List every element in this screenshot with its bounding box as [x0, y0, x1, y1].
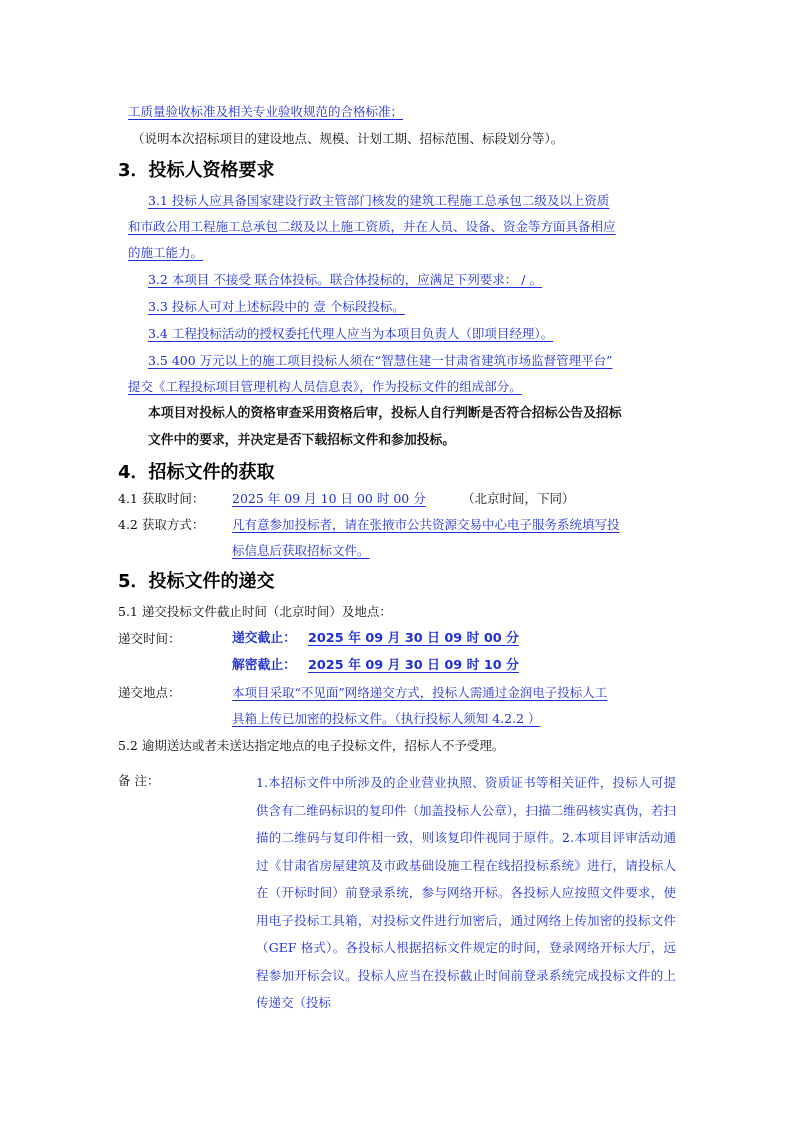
- item-3-1-line-1: 3.1 投标人应具备国家建设行政主管部门核发的建筑工程施工总承包二级及以上资质: [148, 193, 610, 208]
- submission-time-label: 递交时间：: [118, 631, 181, 646]
- submission-place-line-2: 具箱上传已加密的投标文件。（执行投标人须知 4.2.2 ）: [232, 711, 541, 726]
- deadline-label: 递交截止：: [232, 631, 296, 646]
- item-4-1-label: 4.1 获取时间：: [118, 491, 205, 506]
- section-5-heading: 5．投标文件的递交: [118, 571, 275, 592]
- intro-line-2: （说明本次招标项目的建设地点、规模、计划工期、招标范围、标段划分等）。: [132, 131, 564, 146]
- item-3-5-line-1: 3.5 400 万元以上的施工项目投标人须在“智慧住建一甘肃省建筑市场监督管理平台”: [148, 353, 613, 368]
- decrypt-value: 2025 年 09 月 30 日 09 时 10 分: [308, 658, 519, 673]
- item-3-1-line-3: 的施工能力。: [128, 245, 204, 260]
- section-4-heading: 4．招标文件的获取: [118, 462, 275, 483]
- item-4-1-value: 2025 年 09 月 10 日 00 时 00 分: [232, 491, 426, 506]
- item-4-2-line-1: 凡有意参加投标者，请在张掖市公共资源交易中心电子服务系统填写投: [232, 517, 620, 532]
- item-4-1-suffix: （北京时间，下同）: [462, 491, 575, 506]
- intro-line-1: 工质量验收标准及相关专业验收规范的合格标准；: [128, 104, 404, 119]
- item-5-2: 5.2 逾期送达或者未送达指定地点的电子投标文件，招标人不予受理。: [118, 738, 505, 753]
- submission-place-label: 递交地点：: [118, 685, 181, 700]
- remarks-label: 备 注：: [118, 773, 160, 788]
- item-3-5-line-2: 提交《工程投标项目管理机构人员信息表》，作为投标文件的组成部分。: [128, 379, 522, 394]
- qualification-note-line-1: 本项目对投标人的资格审查采用资格后审，投标人自行判断是否符合招标公告及招标: [148, 406, 622, 421]
- item-5-1: 5.1 递交投标文件截止时间（北京时间）及地点：: [118, 604, 392, 619]
- deadline-value: 2025 年 09 月 30 日 09 时 00 分: [308, 631, 519, 646]
- item-3-3: 3.3 投标人可对上述标段中的 壹 个标段投标。: [148, 299, 405, 314]
- remarks-text: 1.本招标文件中所涉及的企业营业执照、资质证书等相关证件，投标人可提供含有二维码标识的复印件（加盖投标人公章），扫描二维码核实真伪，若扫描的二维码与复印件相一致，则该复印件视同于原件。2.本项目评审活动通过《甘肃省房屋建筑及市政基础设施工程在线招投标系统》进行，请投标人在（开标时间）前登录系统，参与网络开标。各投标人应按照文件要求，使用电子投标工具箱，对投标文件进行加密后，通过网络上传加密的投标文件（GEF 格式）。各投标人根据招标文件规定的时间，登录网络开标大厅，远程参加开标会议。投标人应当在投标截止时间前登录系统完成投标文件的上传递交（投标: [256, 775, 676, 1010]
- item-3-4: 3.4 工程投标活动的授权委托代理人应当为本项目负责人（即项目经理）。: [148, 326, 554, 341]
- section-3-heading: 3．投标人资格要求: [118, 160, 275, 181]
- item-3-2: 3.2 本项目 不接受 联合体投标。联合体投标的，应满足下列要求： / 。: [148, 272, 542, 287]
- decrypt-label: 解密截止：: [232, 658, 296, 673]
- submission-place-line-1: 本项目采取“不见面”网络递交方式，投标人需通过金润电子投标人工: [232, 685, 608, 700]
- item-4-2-label: 4.2 获取方式：: [118, 517, 205, 532]
- qualification-note-line-2: 文件中的要求，并决定是否下载招标文件和参加投标。: [148, 433, 456, 448]
- item-4-2-line-2: 标信息后获取招标文件。: [232, 543, 370, 558]
- item-3-1-line-2: 和市政公用工程施工总承包二级及以上施工资质，并在人员、设备、资金等方面具备相应: [128, 219, 616, 234]
